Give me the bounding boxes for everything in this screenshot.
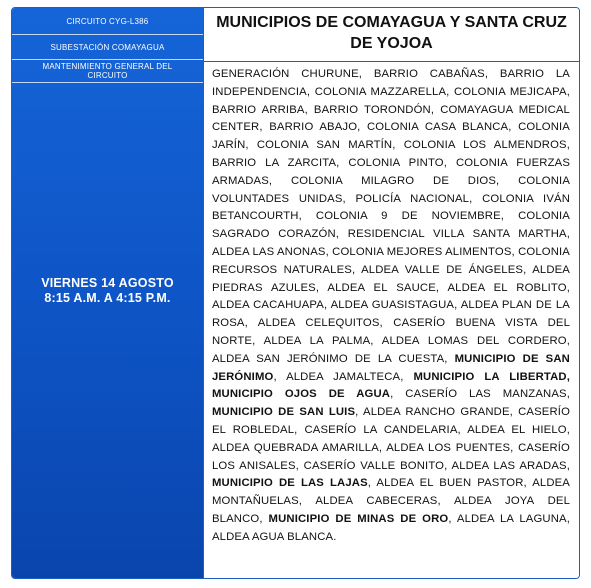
municipality-highlight: MUNICIPIO DE SAN JERÓNIMO xyxy=(212,352,570,383)
schedule-block xyxy=(12,276,203,306)
affected-areas-text xyxy=(212,66,570,547)
area-list-segment: , ALDEA RANCHO GRANDE, CASERÍO EL ROBLEDAL, CASERÍO LA CANDELARIA, ALDEA EL HIELO, ALDEA QUEBRADA AMARILLA, ALDEA LOS PUENTES, CASERÍO LOS ANISALES, CASERÍO VALLE BONITO, ALDEA LAS ARADAS, xyxy=(212,406,571,472)
area-list-segment: , CASERÍO LAS MANZANAS, xyxy=(390,388,570,401)
notice-title: MUNICIPIOS DE COMAYAGUA Y SANTA CRUZ DE YOJOA xyxy=(216,14,567,52)
circuit-sidebar xyxy=(12,8,203,578)
circuit-label: CIRCUITO CYG-L386 xyxy=(12,8,203,35)
schedule-time: 8:15 A.M. A 4:15 P.M. xyxy=(44,291,171,305)
content-panel xyxy=(203,8,579,578)
municipality-highlight: MUNICIPIO DE LAS LAJAS xyxy=(212,477,368,490)
schedule-day: VIERNES 14 AGOSTO xyxy=(41,276,174,290)
municipality-highlight: MUNICIPIO DE MINAS DE ORO xyxy=(268,512,449,525)
maintenance-label: MANTENIMIENTO GENERAL DEL CIRCUITO xyxy=(12,60,203,83)
area-list-segment: , ALDEA EL BUEN PASTOR, ALDEA MONTAÑUELAS, ALDEA CABECERAS, ALDEA JOYA DEL BLANCO, xyxy=(212,477,570,525)
municipality-highlight: MUNICIPIO LA LIBERTAD, MUNICIPIO OJOS DE AGUA xyxy=(212,370,570,401)
area-list-segment: GENERACIÓN CHURUNE, BARRIO CABAÑAS, BARRIO LA INDEPENDENCIA, COLONIA MAZZARELLA, COLONIA MEJICAPA, BARRIO ARRIBA, BARRIO TORONDÓN, COMAYAGUA MEDICAL CENTER, BARRIO ABAJO, COLONIA CASA BLANCA, COLONIA JARÍN, COLONIA SAN MARTÍN, COLONIA LOS ALMENDROS, BARRIO LA ZARCITA, COLONIA PINTO, COLONIA FUERZAS ARMADAS, COLONIA MILAGRO DE DIOS, COLONIA VOLUNTADES UNIDAS, POLICÍA NACIONAL, COLONIA IVÁN BETANCOURTH, COLONIA 9 DE NOVIEMBRE, COLONIA SAGRADO CORAZÓN, RESIDENCIAL VILLA SANTA MARTHA, ALDEA LAS ANONAS, COLONIA MEJORES ALIMENTOS, COLONIA RECURSOS NATURALES, ALDEA VALLE DE ÁNGELES, ALDEA PIEDRAS AZULES, ALDEA EL SAUCE, ALDEA EL ROBLITO, ALDEA CACAHUAPA, ALDEA GUASISTAGUA, ALDEA PLAN DE LA ROSA, ALDEA CELEQUITOS, CASERÍO BUENA VISTA DEL NORTE, ALDEA LA PALMA, ALDEA LOMAS DEL CORDERO, ALDEA SAN JERÓNIMO DE LA CUESTA, xyxy=(212,68,570,365)
municipality-highlight: MUNICIPIO DE SAN LUIS xyxy=(212,406,356,419)
title-divider xyxy=(204,61,579,62)
area-list-segment: , ALDEA JAMALTECA, xyxy=(273,370,414,383)
outage-notice-card xyxy=(11,7,580,579)
area-list-segment: , ALDEA LA LAGUNA, ALDEA AGUA BLANCA. xyxy=(212,512,571,543)
substation-label: SUBESTACIÓN COMAYAGUA xyxy=(12,35,203,60)
